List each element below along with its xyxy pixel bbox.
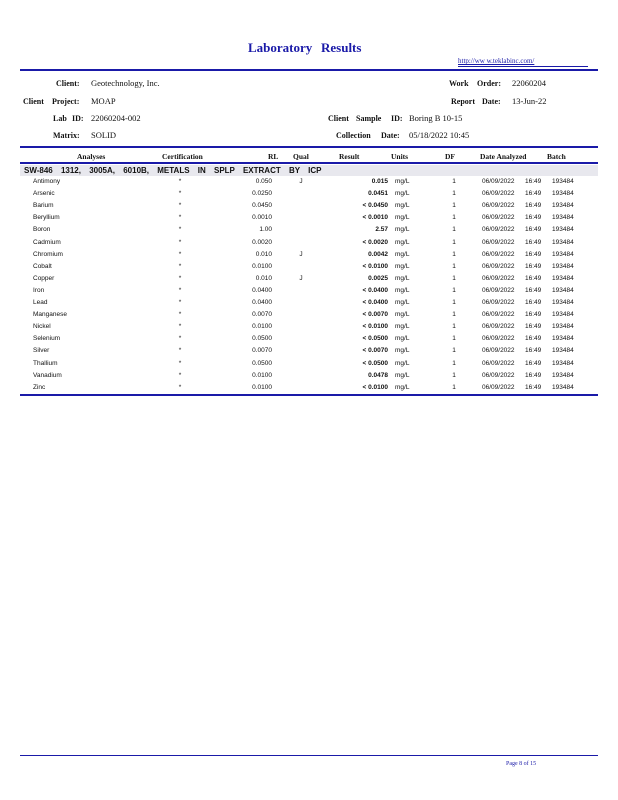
rl-cell: 0.0250: [252, 190, 272, 198]
result-cell: < 0.0100: [362, 323, 388, 331]
certification-cell: *: [178, 202, 182, 210]
certification-cell: *: [178, 286, 182, 294]
qual-cell: J: [299, 250, 303, 258]
method-title: SW-846 1312, 3005A, 6010B, METALS IN SPLP EXTRACT BY ICP: [24, 166, 322, 175]
report-date-label-1: Report: [451, 97, 475, 106]
result-cell: 0.0042: [368, 250, 388, 258]
analyte-cell: Zinc: [33, 383, 46, 391]
header-top-rule: [20, 69, 598, 71]
time-analyzed-cell: 16:49: [525, 250, 542, 258]
rl-cell: 0.0010: [252, 214, 272, 222]
date-analyzed-cell: 06/09/2022: [482, 274, 515, 282]
time-analyzed-cell: 16:49: [525, 383, 542, 391]
analyte-cell: Iron: [33, 286, 45, 294]
work-order-label-1: Work: [449, 79, 469, 88]
df-cell: 1: [452, 359, 456, 367]
rl-cell: 0.0100: [252, 371, 272, 379]
certification-cell: *: [178, 347, 182, 355]
batch-cell: 193484: [552, 202, 574, 210]
date-analyzed-cell: 06/09/2022: [482, 383, 515, 391]
units-cell: mg/L: [395, 383, 410, 391]
certification-cell: *: [178, 299, 182, 306]
analyte-cell: Boron: [33, 226, 51, 234]
table-row: [20, 372, 598, 384]
time-analyzed-cell: 16:49: [525, 299, 542, 306]
table-row: [20, 347, 598, 359]
table-row: [20, 190, 598, 202]
qual-cell: J: [299, 274, 303, 282]
col-units: Units: [391, 152, 409, 161]
batch-cell: 193484: [552, 178, 574, 185]
certification-cell: *: [178, 311, 182, 319]
rl-cell: 0.0070: [252, 347, 272, 355]
batch-cell: 193484: [552, 286, 574, 294]
rl-cell: 0.0400: [252, 286, 272, 294]
units-cell: mg/L: [395, 311, 410, 319]
batch-cell: 193484: [552, 371, 574, 379]
rl-cell: 0.050: [255, 178, 272, 185]
date-analyzed-cell: 06/09/2022: [482, 371, 515, 379]
df-cell: 1: [452, 323, 456, 331]
date-analyzed-cell: 06/09/2022: [482, 226, 515, 234]
df-cell: 1: [452, 202, 456, 210]
batch-cell: 193484: [552, 383, 574, 391]
time-analyzed-cell: 16:49: [525, 226, 542, 234]
collection-date-value: 05/18/2022 10:45: [409, 130, 470, 140]
time-analyzed-cell: 16:49: [525, 190, 542, 198]
result-cell: 2.57: [375, 226, 388, 234]
result-cell: < 0.0020: [362, 238, 388, 246]
result-cell: < 0.0500: [362, 335, 388, 343]
time-analyzed-cell: 16:49: [525, 286, 542, 294]
rl-cell: 1.00: [259, 226, 272, 234]
units-cell: mg/L: [395, 202, 410, 210]
rl-cell: 0.010: [255, 274, 272, 282]
analyte-cell: Cadmium: [33, 238, 61, 246]
table-row: [20, 202, 598, 214]
certification-cell: *: [178, 238, 182, 246]
time-analyzed-cell: 16:49: [525, 262, 542, 270]
certification-cell: *: [178, 359, 182, 367]
rl-cell: 0.010: [255, 250, 272, 258]
date-analyzed-cell: 06/09/2022: [482, 347, 515, 355]
analyte-cell: Antimony: [33, 178, 61, 185]
analyte-cell: Copper: [33, 274, 55, 282]
collection-date-label-1: Collection: [336, 131, 371, 140]
table-row: [20, 239, 598, 251]
col-qual: Qual: [293, 152, 309, 161]
report-date-value: 13-Jun-22: [512, 96, 547, 106]
df-cell: 1: [452, 190, 456, 198]
df-cell: 1: [452, 286, 456, 294]
time-analyzed-cell: 16:49: [525, 371, 542, 379]
table-row: [20, 323, 598, 335]
col-analyses: Analyses: [77, 152, 106, 161]
time-analyzed-cell: 16:49: [525, 323, 542, 331]
batch-cell: 193484: [552, 274, 574, 282]
units-cell: mg/L: [395, 262, 410, 270]
batch-cell: 193484: [552, 335, 574, 343]
client-project-label-2: Project:: [52, 97, 80, 106]
batch-cell: 193484: [552, 250, 574, 258]
matrix-label: Matrix:: [53, 131, 80, 140]
rl-cell: 0.0500: [252, 335, 272, 343]
table-row: [20, 263, 598, 275]
table-bottom-rule: [20, 394, 598, 396]
time-analyzed-cell: 16:49: [525, 238, 542, 246]
units-cell: mg/L: [395, 238, 410, 246]
time-analyzed-cell: 16:49: [525, 311, 542, 319]
certification-cell: *: [178, 262, 182, 270]
rl-cell: 0.0400: [252, 299, 272, 306]
date-analyzed-cell: 06/09/2022: [482, 335, 515, 343]
result-cell: < 0.0450: [362, 202, 388, 210]
analyte-cell: Cobalt: [33, 262, 52, 270]
client-sample-id-label-3: ID:: [391, 114, 403, 123]
batch-cell: 193484: [552, 299, 574, 306]
units-cell: mg/L: [395, 347, 410, 355]
units-cell: mg/L: [395, 299, 410, 306]
df-cell: 1: [452, 262, 456, 270]
col-batch: Batch: [547, 152, 566, 161]
date-analyzed-cell: 06/09/2022: [482, 359, 515, 367]
date-analyzed-cell: 06/09/2022: [482, 250, 515, 258]
batch-cell: 193484: [552, 359, 574, 367]
certification-cell: *: [178, 383, 182, 391]
table-row: [20, 311, 598, 323]
analyte-cell: Selenium: [33, 335, 61, 343]
client-value: Geotechnology, Inc.: [91, 78, 160, 88]
columns-rule: [20, 162, 598, 164]
table-row: [20, 299, 598, 311]
batch-cell: 193484: [552, 347, 574, 355]
time-analyzed-cell: 16:49: [525, 335, 542, 343]
certification-cell: *: [178, 190, 182, 198]
report-date-label-2: Date:: [482, 97, 501, 106]
rl-cell: 0.0450: [252, 202, 272, 210]
result-cell: < 0.0500: [362, 359, 388, 367]
analyte-cell: Nickel: [33, 323, 51, 331]
table-row: [20, 251, 598, 263]
analyte-cell: Silver: [33, 347, 50, 355]
qual-cell: J: [299, 178, 303, 185]
df-cell: 1: [452, 299, 456, 306]
col-rl: RL: [268, 152, 279, 161]
time-analyzed-cell: 16:49: [525, 214, 542, 222]
date-analyzed-cell: 06/09/2022: [482, 286, 515, 294]
matrix-value: SOLID: [91, 130, 117, 140]
project-value: MOAP: [91, 96, 116, 106]
certification-cell: *: [178, 323, 182, 331]
table-row: [20, 275, 598, 287]
analyte-cell: Thallium: [33, 359, 58, 367]
col-certification: Certification: [162, 152, 203, 161]
col-result: Result: [339, 152, 360, 161]
batch-cell: 193484: [552, 262, 574, 270]
title-results: Results: [321, 40, 362, 55]
analyte-cell: Chromium: [33, 250, 63, 258]
certification-cell: *: [178, 274, 182, 282]
batch-cell: 193484: [552, 226, 574, 234]
website-link[interactable]: http://ww w.teklabinc.com/: [458, 57, 535, 65]
date-analyzed-cell: 06/09/2022: [482, 262, 515, 270]
date-analyzed-cell: 06/09/2022: [482, 323, 515, 331]
analyte-cell: Vanadium: [33, 371, 62, 379]
result-cell: < 0.0070: [362, 347, 388, 355]
rl-cell: 0.0100: [252, 323, 272, 331]
link-underline: [458, 66, 588, 67]
units-cell: mg/L: [395, 274, 410, 282]
client-label: Client:: [56, 79, 80, 88]
table-row: [20, 360, 598, 372]
client-sample-id-label-1: Client: [328, 114, 349, 123]
work-order-label-2: Order:: [477, 79, 501, 88]
client-sample-id-label-2: Sample: [356, 114, 382, 123]
units-cell: mg/L: [395, 359, 410, 367]
units-cell: mg/L: [395, 190, 410, 198]
client-sample-id-value: Boring B 10-15: [409, 113, 463, 123]
date-analyzed-cell: 06/09/2022: [482, 202, 515, 210]
time-analyzed-cell: 16:49: [525, 178, 542, 185]
analyte-cell: Barium: [33, 202, 54, 210]
units-cell: mg/L: [395, 286, 410, 294]
df-cell: 1: [452, 214, 456, 222]
df-cell: 1: [452, 274, 456, 282]
footer-rule: [20, 755, 598, 756]
certification-cell: *: [178, 226, 182, 234]
date-analyzed-cell: 06/09/2022: [482, 214, 515, 222]
analyte-cell: Manganese: [33, 311, 67, 319]
units-cell: mg/L: [395, 323, 410, 331]
units-cell: mg/L: [395, 371, 410, 379]
table-row: [20, 226, 598, 238]
result-cell: < 0.0400: [362, 299, 388, 306]
date-analyzed-cell: 06/09/2022: [482, 299, 515, 306]
collection-date-label-2: Date:: [381, 131, 400, 140]
header-bottom-rule: [20, 146, 598, 148]
result-cell: 0.0025: [368, 274, 388, 282]
lab-id-label-1: Lab: [53, 114, 67, 123]
batch-cell: 193484: [552, 190, 574, 198]
col-date-analyzed: Date Analyzed: [480, 152, 527, 161]
rl-cell: 0.0070: [252, 311, 272, 319]
df-cell: 1: [452, 238, 456, 246]
result-cell: 0.0478: [368, 371, 388, 379]
time-analyzed-cell: 16:49: [525, 202, 542, 210]
page-number: Page 8 of 15: [506, 761, 537, 767]
result-cell: < 0.0070: [362, 311, 388, 319]
df-cell: 1: [452, 250, 456, 258]
analyte-cell: Beryllium: [33, 214, 60, 222]
lab-id-value: 22060204-002: [91, 113, 141, 123]
df-cell: 1: [452, 335, 456, 343]
client-project-label-1: Client: [23, 97, 44, 106]
date-analyzed-cell: 06/09/2022: [482, 311, 515, 319]
work-order-value: 22060204: [512, 78, 546, 88]
date-analyzed-cell: 06/09/2022: [482, 238, 515, 246]
units-cell: mg/L: [395, 178, 410, 185]
table-row: [20, 214, 598, 226]
result-cell: 0.0451: [368, 190, 388, 198]
time-analyzed-cell: 16:49: [525, 359, 542, 367]
analyte-cell: Arsenic: [33, 190, 55, 198]
df-cell: 1: [452, 311, 456, 319]
time-analyzed-cell: 16:49: [525, 347, 542, 355]
certification-cell: *: [178, 335, 182, 343]
title-laboratory: Laboratory: [248, 40, 313, 55]
certification-cell: *: [178, 214, 182, 222]
result-cell: < 0.0400: [362, 286, 388, 294]
units-cell: mg/L: [395, 335, 410, 343]
units-cell: mg/L: [395, 226, 410, 234]
result-cell: 0.015: [371, 178, 388, 185]
df-cell: 1: [452, 371, 456, 379]
table-row: [20, 335, 598, 347]
certification-cell: *: [178, 371, 182, 379]
analyte-cell: Lead: [33, 299, 48, 306]
col-df: DF: [445, 152, 455, 161]
result-cell: < 0.0010: [362, 214, 388, 222]
rl-cell: 0.0100: [252, 262, 272, 270]
df-cell: 1: [452, 383, 456, 391]
certification-cell: *: [178, 250, 182, 258]
lab-id-label-2: ID:: [72, 114, 84, 123]
units-cell: mg/L: [395, 214, 410, 222]
time-analyzed-cell: 16:49: [525, 274, 542, 282]
result-cell: < 0.0100: [362, 383, 388, 391]
batch-cell: 193484: [552, 238, 574, 246]
units-cell: mg/L: [395, 250, 410, 258]
batch-cell: 193484: [552, 311, 574, 319]
date-analyzed-cell: 06/09/2022: [482, 190, 515, 198]
batch-cell: 193484: [552, 323, 574, 331]
batch-cell: 193484: [552, 214, 574, 222]
df-cell: 1: [452, 178, 456, 185]
rl-cell: 0.0500: [252, 359, 272, 367]
df-cell: 1: [452, 347, 456, 355]
rl-cell: 0.0020: [252, 238, 272, 246]
table-row: [20, 178, 598, 190]
df-cell: 1: [452, 226, 456, 234]
table-row: [20, 287, 598, 299]
rl-cell: 0.0100: [252, 383, 272, 391]
certification-cell: *: [178, 178, 182, 185]
date-analyzed-cell: 06/09/2022: [482, 178, 515, 185]
result-cell: < 0.0100: [362, 262, 388, 270]
